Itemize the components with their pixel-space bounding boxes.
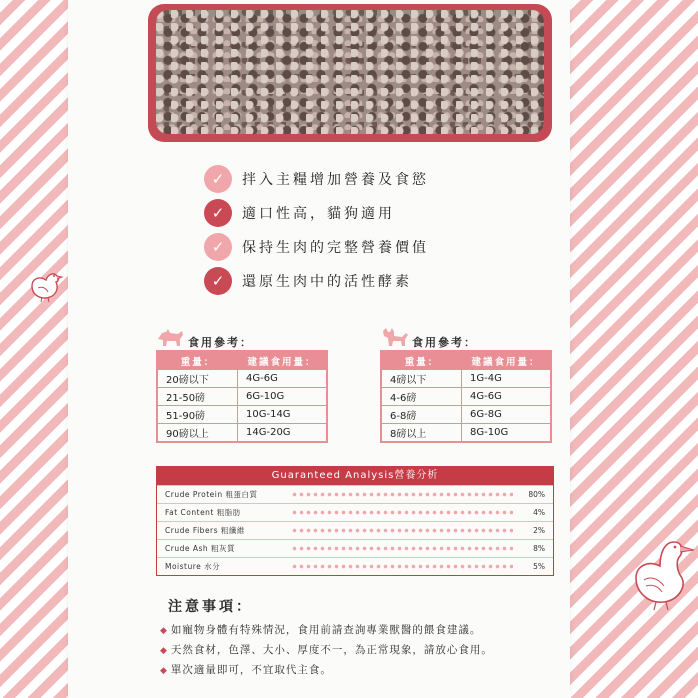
table-row: [382, 387, 550, 405]
amount-cell: 4G-6G: [462, 387, 550, 405]
analysis-label: Moisture 水分: [165, 562, 221, 571]
table-row: [382, 405, 550, 423]
analysis-value: 4%: [533, 508, 545, 517]
dog-feeding-title: 食用參考：: [188, 336, 253, 349]
analysis-row: [157, 521, 553, 539]
weight-cell: 8磅以上: [382, 423, 462, 441]
weight-cell: 21-50磅: [158, 387, 238, 405]
cat-feeding-table: [380, 350, 552, 443]
weight-cell: 4磅以下: [382, 369, 462, 387]
dotted-leader: [291, 546, 513, 551]
table-row: [382, 423, 550, 441]
dotted-leader: [291, 528, 513, 533]
duck-illustration: [628, 530, 698, 616]
amount-header: 建議食用量：: [462, 352, 550, 369]
analysis-label: Crude Ash 粗灰質: [165, 544, 236, 553]
table-row: [382, 369, 550, 387]
feature-text: 還原生肉中的活性酵素: [242, 274, 412, 290]
check-icon: ✓: [204, 233, 232, 261]
analysis-row: [157, 503, 553, 521]
table-row: [158, 423, 326, 441]
analysis-row: [157, 539, 553, 557]
note-item: [160, 660, 560, 680]
cat-feeding-guide: [380, 326, 552, 443]
table-row: [158, 405, 326, 423]
note-item: [160, 620, 560, 640]
weight-cell: 4-6磅: [382, 387, 462, 405]
cat-feeding-header: [380, 326, 552, 350]
note-text: 單次適量即可，不宜取代主食。: [170, 664, 332, 676]
amount-header: 建議食用量：: [238, 352, 326, 369]
feature-text: 保持生肉的完整營養價值: [242, 240, 429, 256]
diamond-icon: ◆: [160, 626, 168, 636]
cat-feeding-title: 食用參考：: [412, 336, 477, 349]
check-icon: ✓: [204, 267, 232, 295]
dog-feeding-table: [156, 350, 328, 443]
weight-header: 重量：: [158, 352, 238, 369]
weight-cell: 6-8磅: [382, 405, 462, 423]
dotted-leader: [291, 510, 513, 515]
feature-item: [204, 196, 429, 230]
diamond-icon: ◆: [160, 666, 168, 676]
amount-cell: 10G-14G: [238, 405, 326, 423]
feature-text: 適口性高，貓狗適用: [242, 206, 395, 222]
dotted-leader: [291, 564, 513, 569]
content-panel: [68, 0, 570, 698]
diamond-icon: ◆: [160, 646, 168, 656]
feature-item: [204, 264, 429, 298]
check-icon: ✓: [204, 199, 232, 227]
amount-cell: 14G-20G: [238, 423, 326, 441]
weight-header: 重量：: [382, 352, 462, 369]
freeze-dried-meat-photo: [156, 10, 544, 134]
analysis-value: 8%: [533, 544, 545, 553]
note-text: 天然食材，色澤、大小、厚度不一，為正常現象，請放心食用。: [170, 644, 493, 656]
analysis-row: [157, 557, 553, 575]
weight-cell: 51-90磅: [158, 405, 238, 423]
note-item: [160, 640, 560, 660]
analysis-label: Fat Content 粗脂肪: [165, 508, 241, 517]
feature-item: [204, 230, 429, 264]
duck-illustration: [26, 264, 66, 308]
analysis-value: 5%: [533, 562, 545, 571]
dotted-leader: [291, 492, 513, 497]
weight-cell: 90磅以上: [158, 423, 238, 441]
weight-cell: 20磅以下: [158, 369, 238, 387]
dog-icon: [156, 327, 186, 350]
dog-feeding-guide: [156, 326, 328, 443]
amount-cell: 8G-10G: [462, 423, 550, 441]
notes-section: [160, 596, 560, 680]
analysis-title: Guaranteed Analysis營養分析: [157, 467, 553, 485]
feature-list: [204, 162, 429, 298]
amount-cell: 1G-4G: [462, 369, 550, 387]
analysis-label: Crude Protein 粗蛋白質: [165, 490, 258, 499]
notes-title: 注意事項：: [168, 599, 253, 615]
feature-text: 拌入主糧增加營養及食慾: [242, 172, 429, 188]
note-text: 如寵物身體有特殊情況，食用前請查詢專業獸醫的餵食建議。: [170, 624, 482, 636]
analysis-value: 80%: [528, 490, 545, 499]
amount-cell: 6G-8G: [462, 405, 550, 423]
amount-cell: 4G-6G: [238, 369, 326, 387]
product-photo-frame: [148, 4, 552, 142]
analysis-label: Crude Fibers 粗纖維: [165, 526, 245, 535]
guaranteed-analysis-table: [156, 466, 554, 576]
table-row: [158, 387, 326, 405]
feature-item: [204, 162, 429, 196]
analysis-row: [157, 485, 553, 503]
table-row: [158, 369, 326, 387]
check-icon: ✓: [204, 165, 232, 193]
cat-icon: [380, 327, 410, 350]
amount-cell: 6G-10G: [238, 387, 326, 405]
dog-feeding-header: [156, 326, 328, 350]
analysis-value: 2%: [533, 526, 545, 535]
